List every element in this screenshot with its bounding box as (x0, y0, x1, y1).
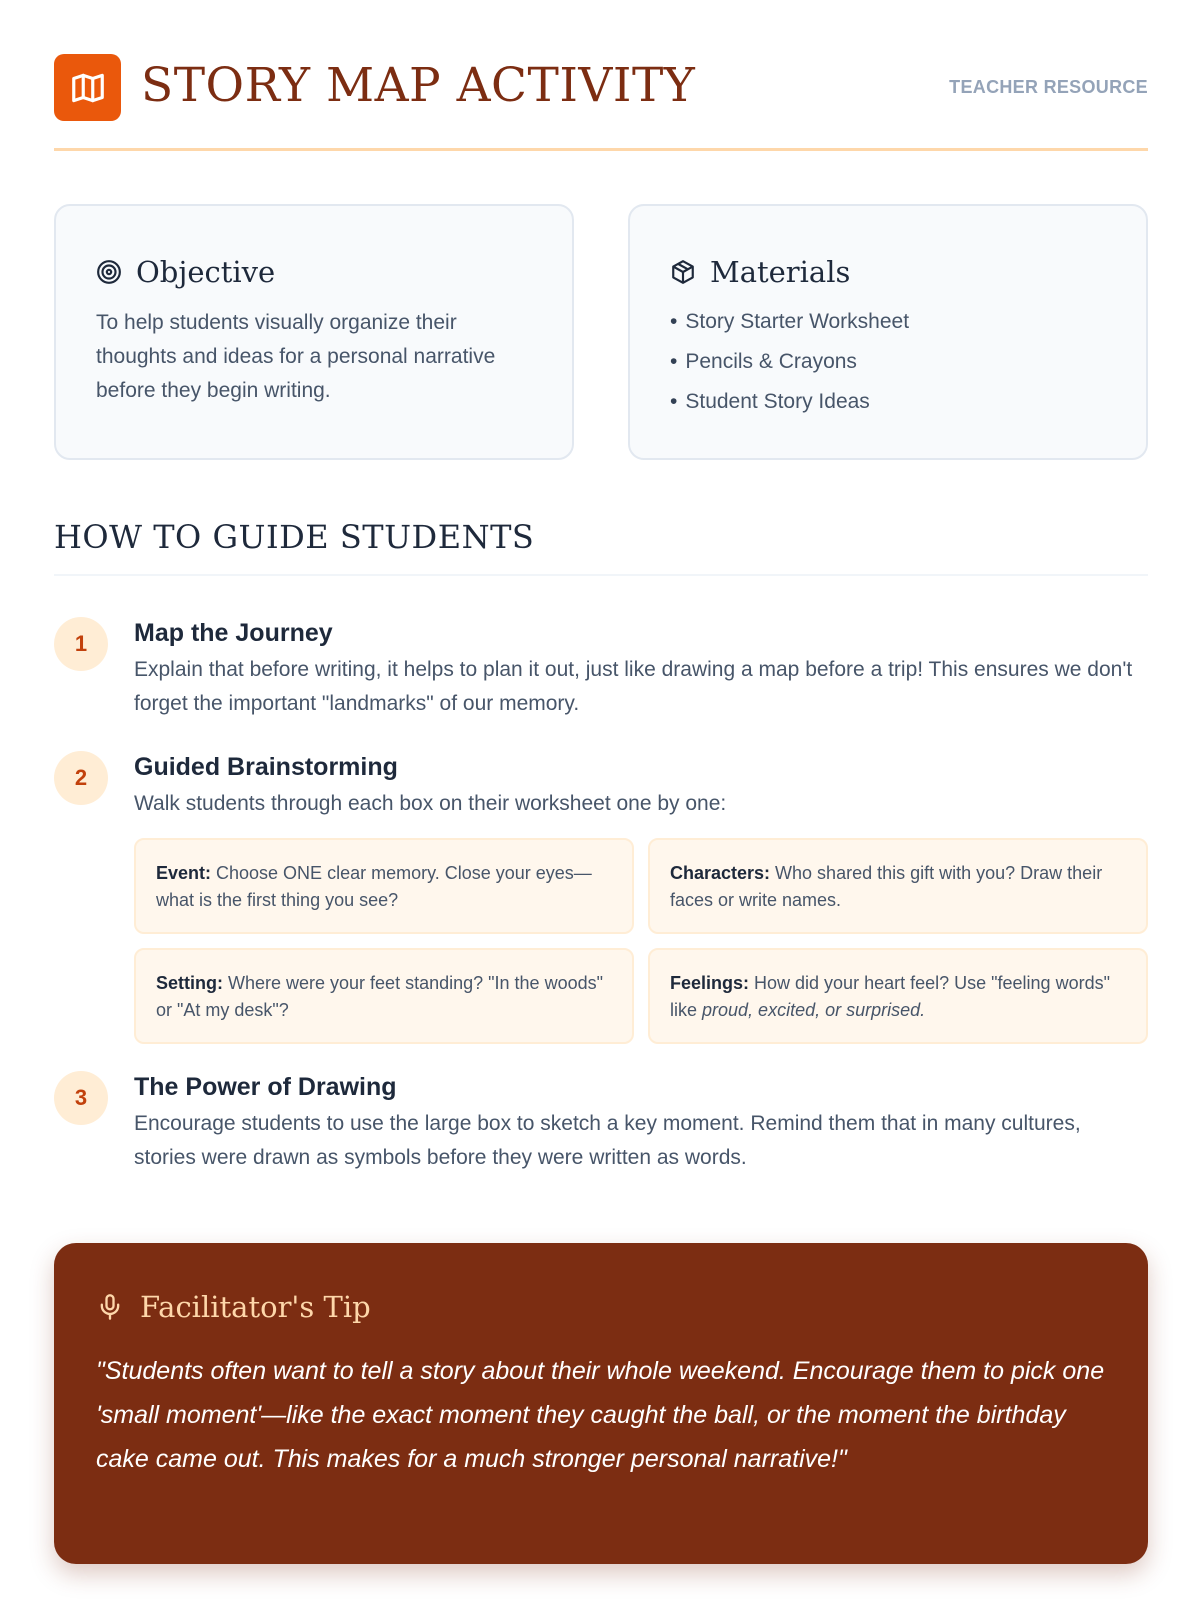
step-text: Walk students through each box on their worksheet one by one: (134, 792, 727, 815)
header (54, 0, 1148, 151)
page-title: STORY MAP ACTIVITY (141, 58, 696, 113)
tip-title: Facilitator's Tip (140, 1290, 371, 1324)
materials-title: Materials (710, 255, 851, 289)
box-text: Who shared this gift with you? Draw their faces or write names. (670, 863, 1103, 910)
brainstorm-box-event (134, 838, 634, 934)
step-title: Map the Journey (134, 619, 333, 647)
step-number: 3 (54, 1071, 108, 1125)
step-title: The Power of Drawing (134, 1073, 397, 1101)
objective-title: Objective (136, 255, 276, 289)
box-text: Choose ONE clear memory. Close your eyes—what is the first thing you see? (156, 863, 592, 910)
box-label: Characters: (670, 863, 771, 883)
brainstorm-box-feelings (648, 948, 1148, 1044)
box-text: How did your heart feel? Use "feeling words" like (670, 973, 1110, 1020)
materials-list (670, 302, 1106, 422)
facilitator-tip-card (54, 1243, 1148, 1564)
step-title: Guided Brainstorming (134, 753, 398, 781)
map-icon (54, 54, 121, 121)
box-label: Feelings: (670, 973, 750, 993)
box-text: Where were your feet standing? "In the woods" or "At my desk"? (156, 973, 603, 1020)
materials-header (670, 252, 1106, 292)
page (54, 0, 1148, 1473)
brainstorm-box-setting (134, 948, 634, 1044)
resource-label: TEACHER RESOURCE (949, 77, 1148, 97)
brainstorm-box-characters (648, 838, 1148, 934)
step-number: 1 (54, 617, 108, 671)
box-label: Event: (156, 863, 212, 883)
material-item: • Pencils & Crayons (670, 342, 1106, 382)
tip-header (96, 1287, 1106, 1327)
tip-quote: "Students often want to tell a story about their whole weekend. Encourage them to pick one 'small moment'—like the exact moment they caught the ball, or the moment the birthday cake came out. This makes for a much stronger personal narrative!" (96, 1357, 1105, 1473)
step-text: Explain that before writing, it helps to plan it out, just like drawing a map before a trip! This ensures we don't forget the important "landmarks" of our memory. (134, 658, 1133, 715)
box-emphasis: proud, excited, or surprised. (702, 1000, 926, 1020)
microphone-icon (96, 1292, 124, 1322)
material-item: • Student Story Ideas (670, 382, 1106, 422)
box-label: Setting: (156, 973, 223, 993)
objective-header (96, 252, 532, 292)
objective-card (54, 204, 574, 460)
step-text: Encourage students to use the large box to sketch a key moment. Remind them that in many cultures, stories were drawn as symbols before they were written as words. (134, 1112, 1081, 1169)
objective-text: To help students visually organize their thoughts and ideas for a personal narrative before they begin writing. (96, 311, 496, 402)
section-title: HOW TO GUIDE STUDENTS (54, 518, 535, 556)
material-item: • Story Starter Worksheet (670, 302, 1106, 342)
target-icon (96, 259, 122, 285)
box-icon (670, 259, 696, 285)
section-divider (54, 574, 1148, 576)
step-number: 2 (54, 751, 108, 805)
materials-card (628, 204, 1148, 460)
